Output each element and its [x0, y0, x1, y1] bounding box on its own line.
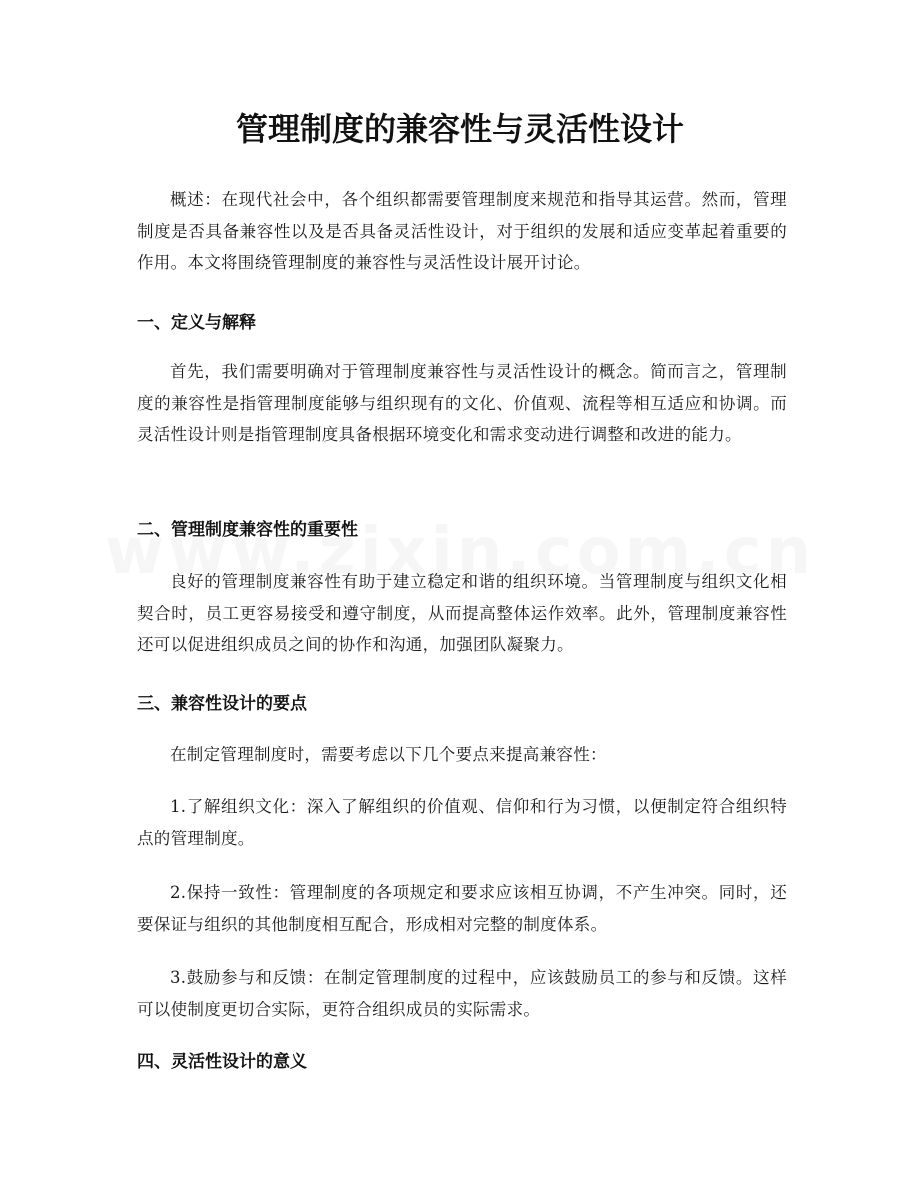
document-title: 管理制度的兼容性与灵活性设计 [235, 110, 684, 148]
design-point-2: 2.保持一致性：管理制度的各项规定和要求应该相互协调，不产生冲突。同时，还要保证与组织的其他制度相互配合，形成相对完整的制度体系。 [137, 883, 787, 934]
design-point-3: 3.鼓励参与和反馈：在制定管理制度的过程中，应该鼓励员工的参与和反馈。这样可以使制度更切合实际，更符合组织成员的实际需求。 [137, 968, 787, 1019]
definition-paragraph: 首先，我们需要明确对于管理制度兼容性与灵活性设计的概念。简而言之，管理制度的兼容性是指管理制度能够与组织现有的文化、价值观、流程等相互适应和协调。而灵活性设计则是指管理制度具备根据环境变化和需求变动进行调整和改进的能力。 [137, 362, 787, 444]
section-heading-compatibility-design: 三、兼容性设计的要点 [137, 694, 307, 714]
section-heading-flexibility-meaning: 四、灵活性设计的意义 [137, 1052, 307, 1072]
compatibility-importance-paragraph: 良好的管理制度兼容性有助于建立稳定和谐的组织环境。当管理制度与组织文化相契合时，员工更容易接受和遵守制度，从而提高整体运作效率。此外，管理制度兼容性还可以促进组织成员之间的协作和沟通，加强团队凝聚力。 [137, 572, 787, 654]
overview-paragraph: 概述：在现代社会中，各个组织都需要管理制度来规范和指导其运营。然而，管理制度是否具备兼容性以及是否具备灵活性设计，对于组织的发展和适应变革起着重要的作用。本文将围绕管理制度的兼容性与灵活性设计展开讨论。 [137, 190, 787, 272]
section-heading-definition: 一、定义与解释 [137, 313, 256, 333]
section-heading-compatibility-importance: 二、管理制度兼容性的重要性 [137, 520, 358, 540]
design-point-1: 1.了解组织文化：深入了解组织的价值观、信仰和行为习惯，以便制定符合组织特点的管理制度。 [137, 797, 787, 848]
compatibility-design-intro: 在制定管理制度时，需要考虑以下几个要点来提高兼容性： [170, 745, 607, 764]
